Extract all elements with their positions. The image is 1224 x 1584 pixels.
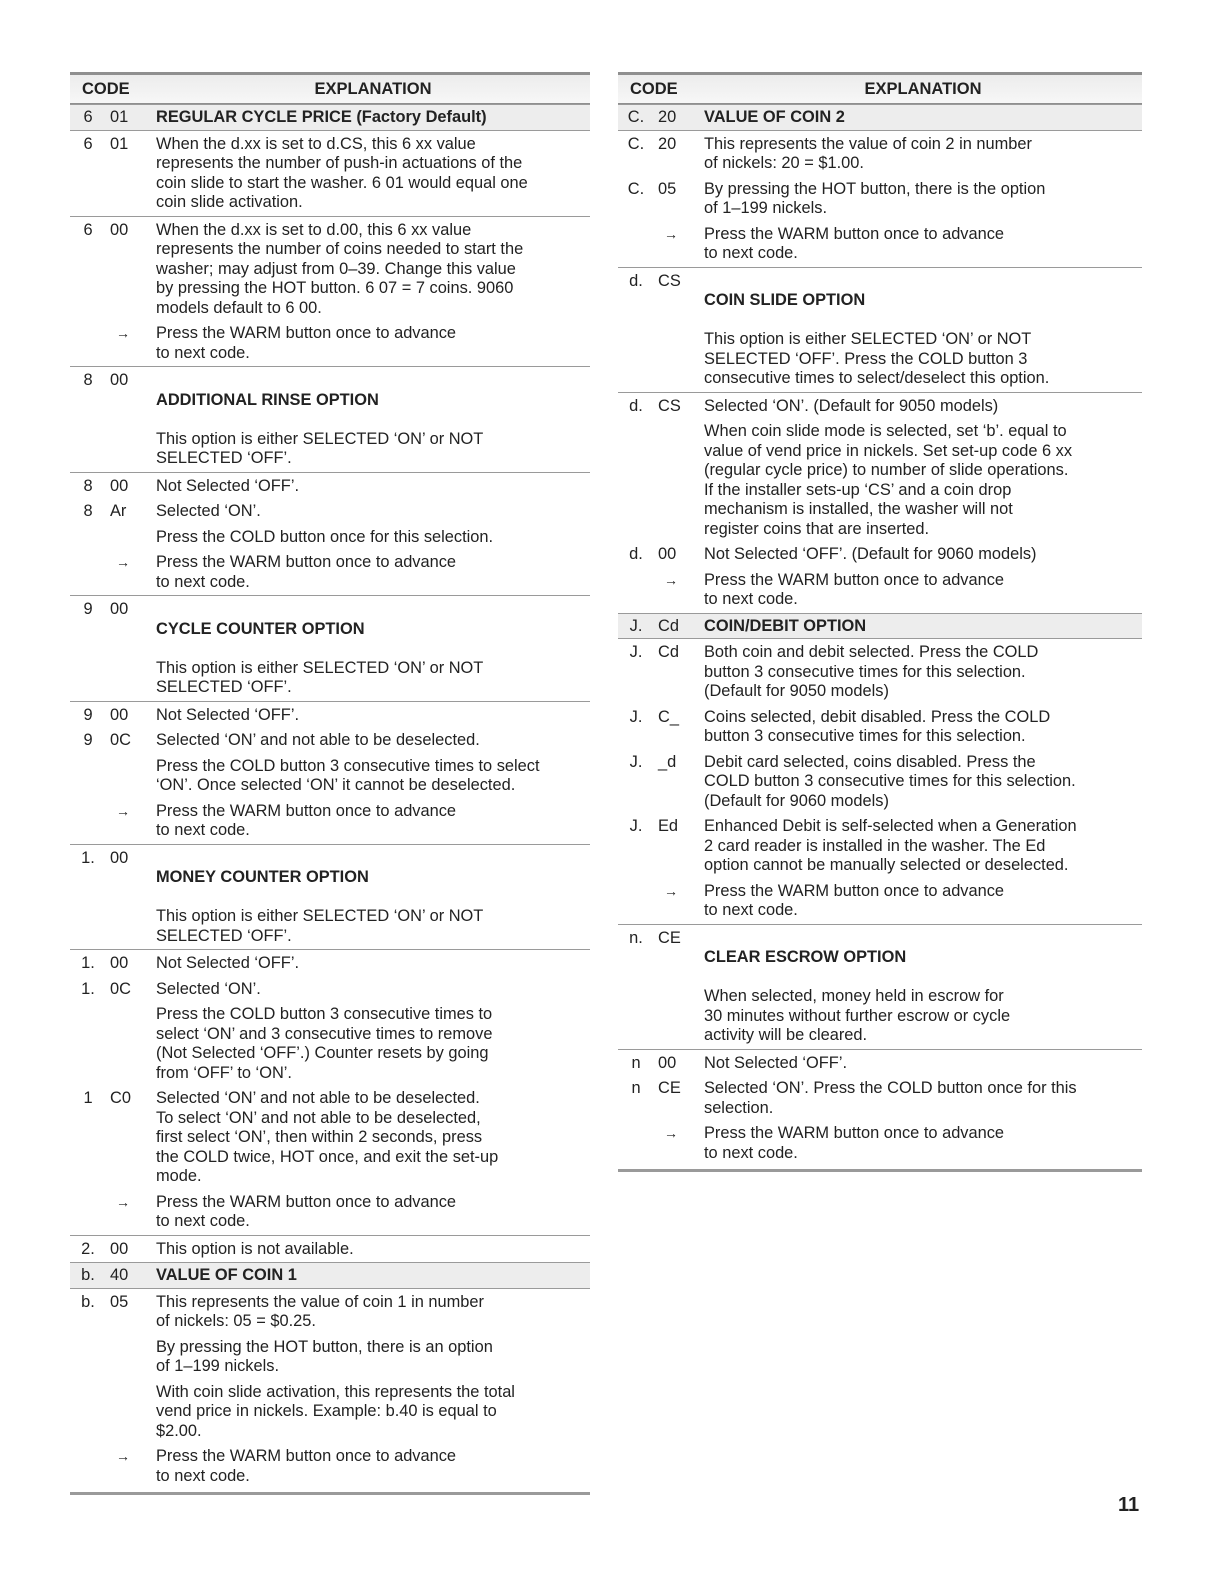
explanation-text: Enhanced Debit is self-selected when a Generation 2 card reader is installed in the washer. The Ed option cannot be manually selected or deselected. [704, 817, 1077, 874]
code-prefix: C. [627, 134, 645, 153]
code-value: 0C [110, 731, 131, 749]
explanation-text: Press the WARM button once to advance to next code. [156, 1192, 457, 1230]
code-value: CS [658, 271, 681, 290]
explanation-text: Press the WARM button once to advance to next code. [156, 324, 457, 362]
code-prefix: J. [629, 817, 643, 835]
code-value: 00 [110, 954, 129, 972]
explanation-text: Both coin and debit selected. Press the COLD button 3 consecutive times for this selection. (Default for 9050 models) [704, 643, 1039, 700]
explanation-header: EXPLANATION [864, 79, 982, 98]
table-row [618, 924, 1142, 1049]
section-title: COIN SLIDE OPTION [704, 291, 866, 309]
table-row [70, 728, 590, 754]
table-row [70, 321, 590, 366]
code-value: 00 [110, 476, 129, 495]
table-row [618, 177, 1142, 222]
table-row [70, 754, 590, 799]
code-value: Cd [658, 616, 679, 635]
code-prefix: 1. [81, 848, 95, 867]
arrow-icon: → [664, 1125, 678, 1141]
code-prefix: 8 [83, 476, 93, 495]
code-prefix: C. [627, 108, 645, 126]
section-title: COIN/DEBIT OPTION [704, 616, 867, 635]
table-row [70, 216, 590, 322]
section-title: CLEAR ESCROW OPTION [704, 948, 907, 966]
table-header [618, 72, 1142, 104]
code-prefix: n. [629, 928, 643, 947]
table-row [618, 542, 1142, 568]
code-prefix: 8 [83, 371, 93, 389]
code-value: C0 [110, 1089, 131, 1107]
explanation-text: This option is either SELECTED ‘ON’ or NOT SELECTED ‘OFF’. [156, 658, 484, 696]
code-prefix: b. [81, 1292, 95, 1311]
explanation-text: This option is either SELECTED ‘ON’ or NOT SELECTED ‘OFF’. [156, 429, 484, 467]
code-prefix: J. [629, 707, 643, 726]
arrow-icon: → [116, 1448, 130, 1464]
explanation-text: This option is either SELECTED ‘ON’ or NOT SELECTED ‘OFF’. [156, 907, 484, 945]
explanation-text: Press the WARM button once to advance to next code. [156, 801, 457, 839]
code-value: 00 [658, 545, 677, 563]
table-row [618, 131, 1142, 177]
section-title: MONEY COUNTER OPTION [156, 868, 369, 886]
explanation-text: Press the WARM button once to advance to next code. [704, 570, 1005, 608]
code-value: CS [658, 396, 681, 415]
left-code-table [70, 72, 590, 1495]
code-prefix: 6 [83, 134, 93, 153]
table-row [70, 977, 590, 1003]
table-row [618, 104, 1142, 131]
code-value: _d [658, 752, 677, 771]
table-row [618, 1076, 1142, 1121]
code-prefix: b. [81, 1266, 95, 1284]
explanation-text: This represents the value of coin 1 in number of nickels: 05 = $0.25. [156, 1292, 484, 1330]
code-value: Ar [110, 502, 127, 520]
code-header: CODE [82, 79, 130, 98]
code-prefix: J. [629, 616, 643, 635]
explanation-text: Press the WARM button once to advance to next code. [156, 1447, 457, 1485]
explanation-text: Not Selected ‘OFF’. [156, 705, 300, 724]
table-row [618, 222, 1142, 267]
explanation-text: Selected ‘ON’. (Default for 9050 models) [704, 396, 999, 415]
explanation-text: When selected, money held in escrow for 30 minutes without further escrow or cycle activity will be cleared. [704, 987, 1011, 1044]
code-value: 00 [110, 600, 129, 618]
code-value: CE [658, 928, 681, 947]
arrow-icon: → [664, 571, 678, 588]
arrow-icon: → [664, 882, 678, 899]
arrow-icon: → [664, 225, 678, 242]
code-value: CE [658, 1079, 681, 1097]
code-prefix: 8 [83, 502, 93, 520]
code-prefix: 1. [81, 954, 95, 972]
explanation-text: Not Selected ‘OFF’. [156, 476, 300, 495]
code-value: 00 [110, 220, 129, 239]
code-value: 00 [110, 705, 129, 724]
table-row [70, 1289, 590, 1335]
explanation-text: Press the COLD button 3 consecutive times to select ‘ON’ and 3 consecutive times to remove (Not Selected ‘OFF’.) Counter resets by going from ‘OFF’ to ‘ON’. [156, 1005, 493, 1082]
table-row [70, 701, 590, 729]
code-value: 05 [110, 1292, 129, 1311]
table-row [618, 267, 1142, 392]
table-row [70, 1235, 590, 1263]
code-value: 00 [658, 1053, 677, 1072]
code-value: 01 [110, 134, 129, 153]
code-value: 20 [658, 108, 677, 126]
explanation-text: Press the WARM button once to advance to next code. [704, 881, 1005, 919]
right-code-table [618, 72, 1142, 1172]
arrow-icon: → [116, 1193, 130, 1210]
code-prefix: d. [629, 545, 643, 563]
code-value: 05 [658, 179, 677, 198]
table-row [618, 639, 1142, 705]
section-title: CYCLE COUNTER OPTION [156, 619, 365, 638]
code-prefix: 2. [81, 1239, 95, 1258]
code-prefix: n [631, 1053, 641, 1072]
explanation-text: When the d.xx is set to d.CS, this 6 xx value represents the number of push-in actuations of the coin slide to start the washer. 6 01 would equal one coin slide activation. [156, 134, 528, 211]
explanation-text: Coins selected, debit disabled. Press the COLD button 3 consecutive times for this selection. [704, 707, 1051, 745]
table-row [70, 1190, 590, 1235]
explanation-text: This option is not available. [156, 1239, 354, 1258]
explanation-text: Press the WARM button once to advance to next code. [156, 553, 457, 591]
table-row [70, 131, 590, 216]
explanation-text: Not Selected ‘OFF’. [704, 1053, 848, 1072]
code-value: 00 [110, 848, 129, 867]
table-row [70, 949, 590, 977]
explanation-text: Press the WARM button once to advance to next code. [704, 224, 1005, 262]
table-row [618, 568, 1142, 613]
table-row [70, 844, 590, 950]
code-value: 01 [110, 108, 129, 126]
code-value: 00 [110, 1239, 129, 1258]
explanation-text: Selected ‘ON’. [156, 502, 261, 520]
code-prefix: 9 [83, 705, 93, 724]
code-prefix: C. [627, 179, 645, 198]
table-row [70, 1380, 590, 1445]
explanation-text: Press the WARM button once to advance to next code. [704, 1124, 1005, 1162]
table-row [70, 1335, 590, 1380]
code-prefix: 1 [83, 1089, 93, 1107]
table-row [70, 1262, 590, 1289]
explanation-text: With coin slide activation, this represents the total vend price in nickels. Example: b.40 is equal to $2.00. [156, 1382, 515, 1440]
explanation-text: Selected ‘ON’ and not able to be deselected. [156, 731, 480, 749]
table-row [70, 525, 590, 551]
table-row [618, 879, 1142, 924]
explanation-text: Selected ‘ON’ and not able to be deselected. To select ‘ON’ and not able to be deselected, first select ‘ON’, then within 2 seconds, press the COLD twice, HOT once, and exit the set-up mode. [156, 1089, 499, 1185]
table-row [618, 613, 1142, 640]
explanation-text: Press the COLD button 3 consecutive times to select ‘ON’. Once selected ‘ON’ it cannot be deselected. [156, 756, 540, 794]
code-value: Cd [658, 643, 679, 661]
table-row [70, 499, 590, 525]
code-prefix: n [631, 1079, 641, 1097]
table-row [70, 1444, 590, 1495]
table-row [70, 1002, 590, 1086]
arrow-icon: → [116, 325, 130, 341]
table-row [618, 750, 1142, 815]
code-value: 0C [110, 979, 131, 998]
explanation-header: EXPLANATION [314, 79, 432, 98]
explanation-text: Selected ‘ON’. [156, 979, 261, 998]
section-title: VALUE OF COIN 2 [704, 108, 845, 126]
page-number: 11 [1118, 1494, 1140, 1516]
section-title: REGULAR CYCLE PRICE (Factory Default) [156, 108, 487, 126]
code-prefix: 9 [83, 600, 93, 618]
arrow-icon: → [116, 802, 130, 819]
code-value: Ed [658, 817, 679, 835]
explanation-text: Not Selected ‘OFF’. (Default for 9060 models) [704, 545, 1037, 563]
table-row [618, 705, 1142, 750]
code-header: CODE [630, 79, 678, 98]
explanation-text: By pressing the HOT button, there is an option of 1–199 nickels. [156, 1337, 493, 1375]
table-row [618, 392, 1142, 420]
table-row [618, 1049, 1142, 1077]
explanation-text: Press the COLD button once for this selection. [156, 527, 494, 546]
section-title: VALUE OF COIN 1 [156, 1266, 297, 1284]
explanation-text: By pressing the HOT button, there is the option of 1–199 nickels. [704, 179, 1046, 217]
arrow-icon: → [116, 554, 130, 570]
code-prefix: 6 [83, 108, 93, 126]
table-row [70, 366, 590, 472]
explanation-text: This option is either SELECTED ‘ON’ or NOT SELECTED ‘OFF’. Press the COLD button 3 consecutive times to select/deselect this option. [704, 330, 1050, 387]
table-row [70, 1086, 590, 1190]
code-prefix: d. [629, 396, 643, 415]
explanation-text: Debit card selected, coins disabled. Press the COLD button 3 consecutive times for this selection. (Default for 9060 models) [704, 752, 1076, 810]
code-prefix: 9 [83, 731, 93, 749]
table-row [70, 799, 590, 844]
explanation-text: This represents the value of coin 2 in number of nickels: 20 = $1.00. [704, 134, 1032, 172]
explanation-text: Not Selected ‘OFF’. [156, 954, 300, 972]
code-value: 40 [110, 1266, 129, 1284]
explanation-text: Selected ‘ON’. Press the COLD button once for this selection. [704, 1079, 1077, 1117]
table-row [618, 1121, 1142, 1172]
explanation-text: When coin slide mode is selected, set ‘b’. equal to value of vend price in nickels. Set set-up code 6 xx (regular cycle price) to number of slide operations. If the installer sets-up ‘CS’ and a coin drop mechanism is installed, the washer will not register coins that are inserted. [704, 422, 1073, 538]
code-prefix: d. [629, 271, 643, 290]
table-row [618, 814, 1142, 879]
explanation-text: When the d.xx is set to d.00, this 6 xx value represents the number of coins needed to start the washer; may adjust from 0–39. Change this value by pressing the HOT button. 6 07 = 7 coins. 9060 models default to 6 00. [156, 220, 524, 317]
table-row [618, 419, 1142, 542]
table-row [70, 472, 590, 500]
code-value: 00 [110, 371, 129, 389]
code-value: 20 [658, 134, 677, 153]
code-prefix: J. [629, 643, 643, 661]
table-header [70, 72, 590, 104]
code-prefix: 6 [83, 220, 93, 239]
section-title: ADDITIONAL RINSE OPTION [156, 390, 379, 409]
table-row [70, 104, 590, 131]
code-value: C_ [658, 707, 679, 726]
table-row [70, 550, 590, 595]
code-prefix: 1. [81, 979, 95, 998]
code-prefix: J. [629, 752, 643, 771]
table-row [70, 595, 590, 701]
